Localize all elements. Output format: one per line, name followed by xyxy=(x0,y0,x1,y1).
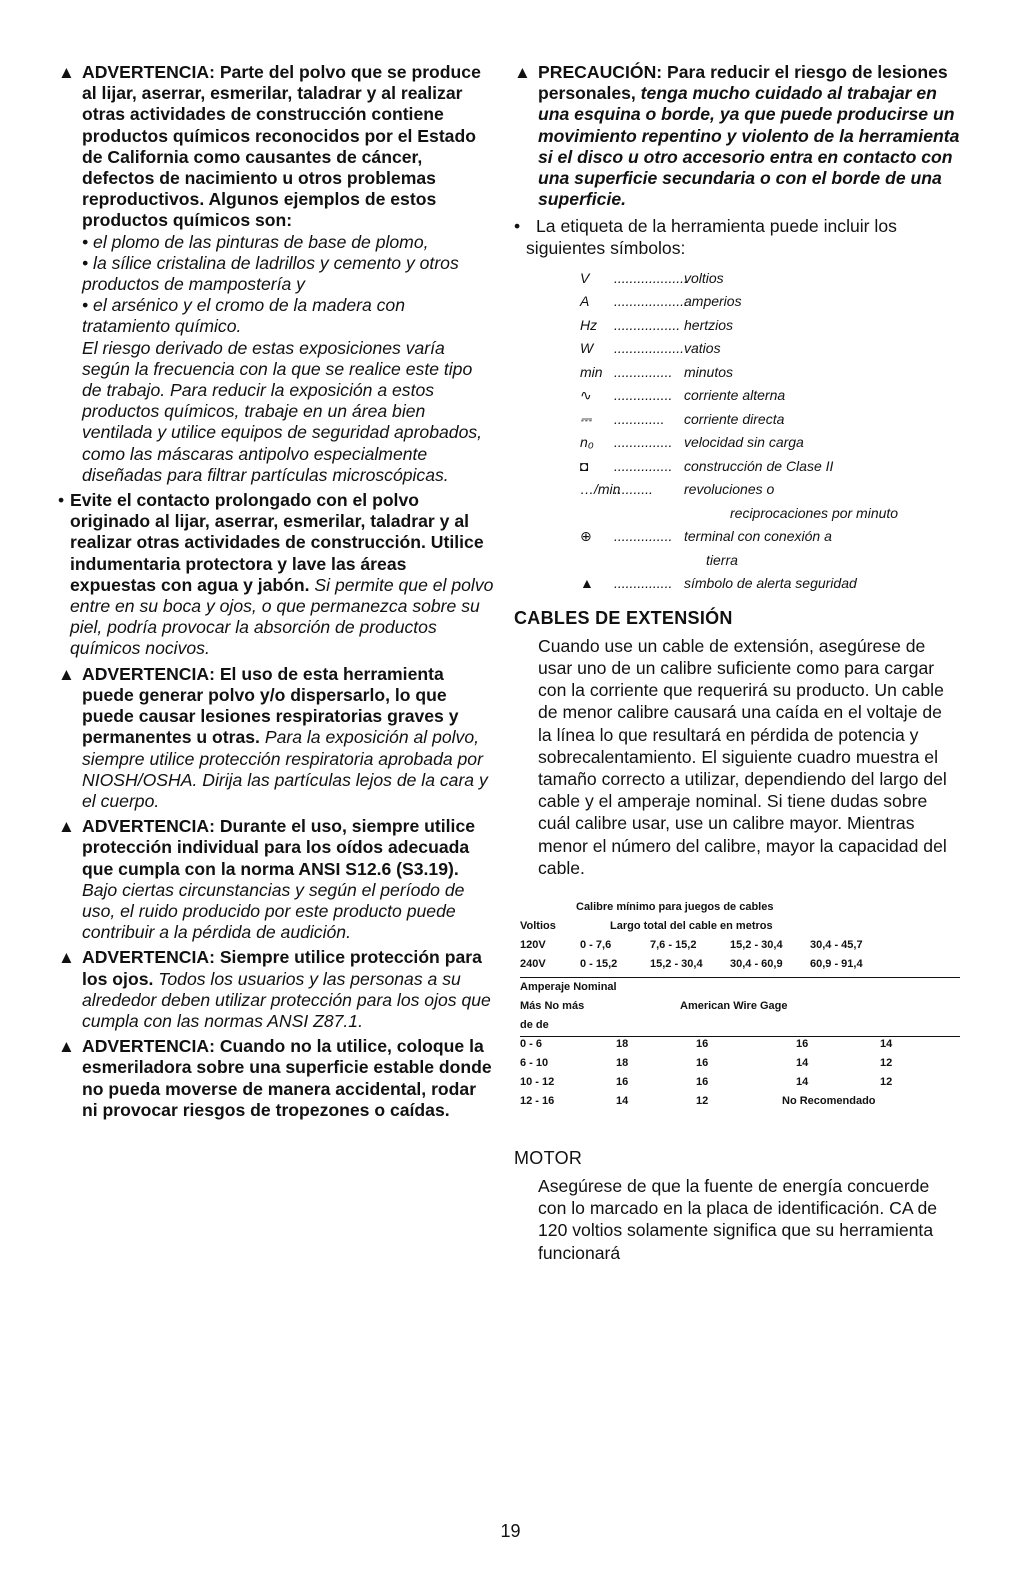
symbol-row xyxy=(580,408,960,432)
motor-text: Asegúrese de que la fuente de energía concuerde con lo marcado en la placa de identificación. CA de 120 voltios solamente significa que su herramienta funcionará xyxy=(538,1176,938,1263)
table-row xyxy=(520,1038,960,1057)
symbol-meaning-cont: tierra xyxy=(706,551,738,568)
warning-storage xyxy=(58,1036,494,1121)
warning-triangle-icon: ▲ xyxy=(58,817,75,837)
symbol-meaning: símbolo de alerta seguridad xyxy=(684,575,857,592)
gauge-cell: 18 xyxy=(616,1038,629,1051)
gauge-cell: 12 xyxy=(696,1095,709,1108)
bullet-dot: • xyxy=(514,216,521,237)
length-cell: 15,2 - 30,4 xyxy=(650,958,703,971)
warning-label: ADVERTENCIA: xyxy=(82,947,215,968)
table-title-row xyxy=(520,901,960,920)
voltage-cell: 120V xyxy=(520,939,546,952)
symbol-meaning: construcción de Clase II xyxy=(684,457,834,474)
warning-triangle-icon: ▲ xyxy=(58,63,75,82)
mas-row xyxy=(520,1000,960,1019)
warning-italic-text: Todos los usuarios y las personas a su alrededor deben utilizar protección para los ojos que cumpla con las normas ANSI Z87.1. xyxy=(82,968,491,1031)
symbol-row xyxy=(580,384,960,408)
table-title: Calibre mínimo para juegos de cables xyxy=(576,901,774,914)
length-cell: 15,2 - 30,4 xyxy=(730,939,783,952)
chemical-item: • el arsénico y el cromo de la madera con tratamiento químico. xyxy=(82,295,406,337)
warning-bold-text: Durante el uso, siempre utilice protección individual para los oídos adecuada que cumpla con la norma ANSI S12.6 (S3.19). xyxy=(82,816,476,879)
bullet-bold-text: Evite el contacto prolongado con el polvo originado al lijar, aserrar, esmerilar, taladrar y al realizar otras actividades de construcción. Utilice indumentaria protectora y lave las áreas expuestas con agua y jabón. xyxy=(70,490,484,595)
length-label: Largo total del cable en metros xyxy=(610,920,773,933)
right-column xyxy=(514,62,960,1264)
bullet-italic-text: Si permite que el polvo entre en su boca y ojos, o que permanezca sobre su piel, podría provocar la absorción de productos químicos nocivos. xyxy=(70,574,494,659)
caution-italic-text: tenga mucho cuidado al trabajar en una esquina o borde, ya que puede producirse un movimiento repentino y violento de la herramienta si el disco u otro accesorio entra en contacto con una superficie secundaria o con el borde de una superficie. xyxy=(538,83,960,210)
symbol-key: min xyxy=(580,363,603,380)
symbol-key: ⊕ xyxy=(580,528,592,545)
gauge-cell: No Recomendado xyxy=(782,1095,876,1108)
table-row xyxy=(520,939,960,958)
table-row xyxy=(520,1076,960,1095)
caution-corner xyxy=(514,62,960,210)
symbol-key: ∿ xyxy=(580,387,592,404)
symbol-meaning: corriente alterna xyxy=(684,387,786,404)
gauge-cell: 14 xyxy=(880,1038,893,1051)
gauge-cell: 16 xyxy=(696,1057,709,1070)
de-row xyxy=(520,1019,960,1038)
symbol-leader-dots: ................... xyxy=(614,269,688,286)
symbol-key: A xyxy=(580,293,590,310)
gauge-cell: 16 xyxy=(696,1038,709,1051)
bullet-dot: • xyxy=(58,490,65,511)
table-divider xyxy=(520,1036,960,1037)
symbol-key: ⎓ xyxy=(580,410,592,427)
warning-triangle-icon: ▲ xyxy=(58,664,75,684)
symbol-meaning: hertzios xyxy=(684,316,734,333)
gauge-cell: 16 xyxy=(796,1038,809,1051)
warning-triangle-icon: ▲ xyxy=(58,948,75,968)
symbol-meaning: amperios xyxy=(684,293,742,310)
symbol-meaning: terminal con conexión a xyxy=(684,528,832,545)
symbol-meaning-cont: reciprocaciones por minuto xyxy=(730,504,899,521)
cables-heading: CABLES DE EXTENSIÓN xyxy=(514,607,733,628)
warning-triangle-icon: ▲ xyxy=(514,63,531,82)
warning-bold-text: El uso de esta herramienta puede generar polvo y/o dispersarlo, lo que puede causar lesiones respiratorias graves y permanentes u otras. xyxy=(82,663,459,748)
gauge-cell: 12 xyxy=(880,1057,893,1070)
warning-bold-text: Cuando no la utilice, coloque la esmeriladora sobre una superficie estable donde no pueda moverse de manera accidental, rodar ni provocar riesgos de tropezones o caídas. xyxy=(82,1036,492,1120)
symbol-row xyxy=(580,572,960,596)
de-label: de de xyxy=(520,1019,549,1032)
warning-bold-text: Siempre utilice protección para los ojos. xyxy=(82,947,482,989)
motor-heading: MOTOR xyxy=(514,1148,583,1169)
symbol-row xyxy=(580,361,960,385)
symbol-leader-dots: .................. xyxy=(614,340,685,357)
gauge-cell: 18 xyxy=(616,1057,629,1070)
symbol-meaning: velocidad sin carga xyxy=(684,434,804,451)
warning-triangle-icon: ▲ xyxy=(58,1037,75,1057)
voltage-cell: 240V xyxy=(520,958,546,971)
warning-label: ADVERTENCIA: xyxy=(82,1036,215,1057)
table-divider xyxy=(520,977,960,978)
length-cell: 0 - 15,2 xyxy=(580,958,618,971)
page-number: 19 xyxy=(500,1521,521,1541)
warning-label: ADVERTENCIA: xyxy=(82,663,215,684)
warning-hearing xyxy=(58,816,494,943)
amperage-cell: 12 - 16 xyxy=(520,1095,555,1108)
volts-label: Voltios xyxy=(520,920,556,933)
amperage-cell: 10 - 12 xyxy=(520,1076,555,1089)
warning-label: ADVERTENCIA: xyxy=(82,62,215,82)
symbol-leader-dots: ............... xyxy=(614,363,673,380)
amperage-cell: 6 - 10 xyxy=(520,1057,549,1070)
warning-italic-text: Bajo ciertas circunstancias y según el período de uso, el ruido producido por este producto puede contribuir a la pérdida de audición. xyxy=(82,879,465,943)
warning-eyes xyxy=(58,947,494,1032)
caution-label: PRECAUCIÓN: xyxy=(538,62,663,82)
symbol-row xyxy=(580,478,960,525)
awg-label: American Wire Gage xyxy=(680,1000,788,1013)
gauge-cell: 16 xyxy=(696,1076,709,1089)
symbol-leader-dots: ................... xyxy=(614,293,688,310)
symbol-leader-dots: ............... xyxy=(614,528,673,545)
warning-italic-text: El riesgo derivado de estas exposiciones varía según la frecuencia con la que se realice este tipo de trabajo. Para reducir la exposición a estos productos químicos, trabaje en un área bien ventilada y utilice equipos de seguridad aprobados, como las máscaras antipolvo especialmente diseñadas para filtrar partículas microscópicas. xyxy=(82,337,483,485)
symbol-key: ▲ xyxy=(580,575,594,592)
symbol-row xyxy=(580,431,960,455)
symbol-key: n₀ xyxy=(580,434,594,451)
symbol-meaning: corriente directa xyxy=(684,410,785,427)
symbols-intro-text: La etiqueta de la herramienta puede incluir los siguientes símbolos: xyxy=(526,216,897,258)
mas-label: Más No más xyxy=(520,1000,585,1013)
gauge-cell: 12 xyxy=(880,1076,893,1089)
table-row xyxy=(520,958,960,977)
warning-italic-text: Para la exposición al polvo, siempre utilice protección respiratoria aprobada por NIOSH/OSHA. Dirija las partículas lejos de la cara y el cuerpo. xyxy=(82,727,488,811)
symbol-key: V xyxy=(580,269,590,286)
bullet-dust-contact xyxy=(58,490,494,660)
symbol-meaning: minutos xyxy=(684,363,734,380)
warning-bold-text: Parte del polvo que se produce al lijar, aserrar, esmerilar, taladrar y al realizar otras actividades de construcción contiene productos químicos reconocidos por el Estado de California como causantes de cáncer, defectos de nacimiento u otros problemas reproductivos. Algunos ejemplos de estos productos químicos son: xyxy=(82,62,481,231)
symbol-row xyxy=(580,455,960,479)
gauge-cell: 14 xyxy=(616,1095,629,1108)
cables-text: Cuando use un cable de extensión, asegúrese de usar uno de un calibre suficiente como para cargar con la corriente que requerirá su producto. Un cable de menor calibre causará una caída en el voltaje de la línea lo que resultará en pérdida de potencia y sobrecalentamiento. El siguiente cuadro muestra el tamaño correcto a utilizar, dependiendo del largo del cable y el amperaje nominal. Si tiene dudas sobre cuál calibre usar, use un calibre mayor. Mientras menor el número del calibre, mayor la capacidad del cable. xyxy=(538,635,947,878)
length-cell: 0 - 7,6 xyxy=(580,939,612,952)
symbol-leader-dots: ............... xyxy=(614,387,673,404)
length-cell: 30,4 - 45,7 xyxy=(810,939,863,952)
symbol-key: ◘ xyxy=(580,457,589,474)
symbol-leader-dots: ............... xyxy=(614,434,673,451)
warning-respiratory xyxy=(58,664,494,812)
symbol-row xyxy=(580,290,960,314)
gauge-cell: 16 xyxy=(616,1076,629,1089)
symbol-key: W xyxy=(580,340,594,357)
symbol-leader-dots: ............. xyxy=(614,410,665,427)
warning-california xyxy=(58,62,494,486)
gauge-cell: 14 xyxy=(796,1076,809,1089)
symbol-row xyxy=(580,267,960,291)
length-cell: 60,9 - 91,4 xyxy=(810,958,863,971)
symbols-intro xyxy=(514,216,960,258)
symbols-list xyxy=(580,267,960,596)
symbol-meaning: voltios xyxy=(684,269,724,286)
warning-label: ADVERTENCIA: xyxy=(82,816,215,837)
amperage-cell: 0 - 6 xyxy=(520,1038,543,1051)
symbol-meaning: revoluciones o xyxy=(684,481,775,498)
symbol-leader-dots: ............... xyxy=(614,457,673,474)
left-column xyxy=(58,62,494,1125)
amp-label: Amperaje Nominal xyxy=(520,981,617,994)
symbol-leader-dots: .......... xyxy=(614,481,653,498)
symbol-key: …/min xyxy=(580,481,621,498)
chemical-item: • el plomo de las pinturas de base de plomo, xyxy=(82,231,429,252)
symbol-meaning: vatios xyxy=(684,340,721,357)
amp-row xyxy=(520,981,960,1000)
gauge-cell: 14 xyxy=(796,1057,809,1070)
cable-gauge-table xyxy=(520,901,960,1114)
caution-bold-text: Para reducir el riesgo de lesiones personales, xyxy=(538,62,948,104)
symbol-key: Hz xyxy=(580,316,598,333)
table-row xyxy=(520,1095,960,1114)
table-row xyxy=(520,1057,960,1076)
table-header-row xyxy=(520,920,960,939)
length-cell: 30,4 - 60,9 xyxy=(730,958,783,971)
symbol-leader-dots: ............... xyxy=(614,575,673,592)
chemical-item: • la sílice cristalina de ladrillos y cemento y otros productos de mampostería y xyxy=(82,252,459,295)
symbol-leader-dots: ................. xyxy=(614,316,681,333)
symbol-row xyxy=(580,337,960,361)
length-cell: 7,6 - 15,2 xyxy=(650,939,697,952)
symbol-row xyxy=(580,314,960,338)
symbol-row xyxy=(580,525,960,572)
